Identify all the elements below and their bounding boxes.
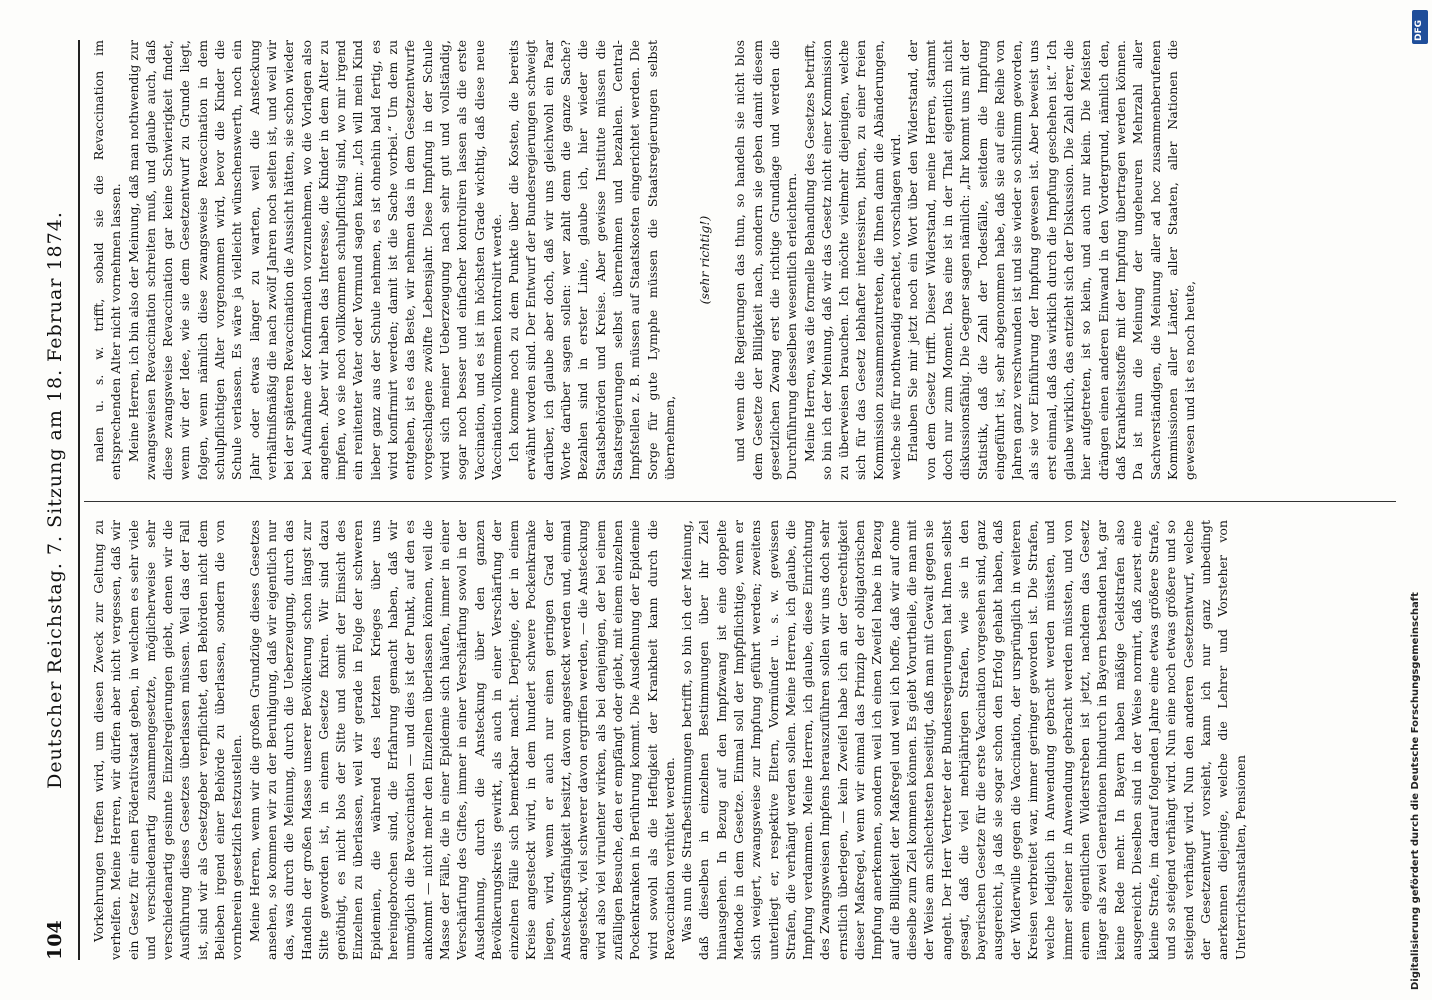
interjection: (sehr richtig!) [697,215,713,305]
page-number: 104 [44,920,66,960]
column-divider [84,501,1396,502]
credit-text: Digitalisierung gefördert durch die Deutsche Forschungsgemeinschaft [1410,592,1421,990]
right-column [90,40,1390,480]
paragraph: Was nun die Strafbestimmungen betrifft, so bin ich der Meinung, daß dieselben in einzelnen Bestimmungen über ihr Ziel hinausgehen. In Bezug auf den Impfzwang ist eine doppelte Methode in dem Gesetze. Einmal soll der Impfpflichtige, wenn er sich weigert, zwangsweise zur Impfung geführt werden; zweitens unterliegt er, respektive Eltern, Vormünder u. s. w. gewissen Strafen, die verhängt werden sollen. Meine Herren, ich glaube, die Impfung verdammen. Meine Herren, ich glaube, diese Einrichtung des Zwangsweisen Impfens herauszuführen sollen wir uns doch sehr ernstlich überlegen, — kein Zweifel habe ich an der Gerechtigkeit dieser Maßregel, wenn wir einmal das Prinzip der obligatorischen Impfung anerkennen, sondern weil ich einen Zweifel habe in Bezug auf die Billigkeit der Maßregel und weil ich hoffe, daß wir auf ohne dieselbe zum Ziel kommen können. Es giebt Vorurtheile, die man mit der Weise am schlechtesten beseitigt, daß man mit Gewalt gegen sie angeht. Der Herr Vertreter der Bundesregierungen hat Ihnen selbst gesagt, daß die viel mehrjährigen Strafen, wie sie in den bayerischen Gesetze für die erste Vaccination vorgesehen sind, ganz ausgereicht, ja daß sie sogar schon den Erfolg gehabt haben, daß der Widerwille gegen die Vaccination, der ursprünglich in weiteren Kreisen verbreitet war, immer geringer geworden ist. Die Strafen, welche lediglich in Anwendung gebracht werden müssten, und immer seltener in Anwendung gebracht werden müssten, und von einem eigentlichen Widerstreben ist jetzt, nachdem das Gesetz länger als zwei Generationen hindurch in Bayern bestanden hat, gar keine Rede mehr. In Bayern haben mäßige Geldstrafen also ausgereicht. Dieselben sind in der Weise normirt, daß zuerst eine kleine Strafe, im darauf folgenden Jahre eine etwas größere Strafe, und so steigend verhängt wird. Nun eine noch etwas größere und so steigend verhängt wird. Nun den anderen Gesetzentwurf, welche der Gesetzentwurf vorsieht, kann ich nur ganz unbedingt anerkennen diejenige, welche die Lehrer und Vorsteher von Unterrichtsanstalten, Pensionen [679,520,1248,960]
paragraph: Meine Herren, ich bin also der Meinung, daß man nothwendig zur zwangsweisen Revaccination schreiten muß, und glaube auch, daß diese zwangsweise Revaccination gar keine Schwierigkeit findet, wenn wir der Idee, wie sie dem Gesetzentwurf zu Grunde liegt, folgen, wenn nämlich diese zwangsweise Revaccination in dem schulpflichtigen Alter vorgenommen wird, bevor die Kinder die Schule verlassen. Es wäre ja vielleicht wünschenswerth, noch ein Jahr oder etwas länger zu warten, weil die Ansteckung verhältnißmäßig die nach zwölf Jahren noch selten ist, und weil wir bei der späteren Revaccination die Aussicht hätten, sie schon wieder bei Aufnahme der Konfirmation vorzunehmen, wo die Vorlagen also angehen. Aber wir haben das Interesse, die Kinder in dem Alter zu impfen, wo sie noch vollkommen schulpflichtig sind, wo mir irgend ein renitenter Vater oder Vormund sagen kann: „Ich will mein Kind lieber ganz aus der Schule nehmen, es ist ohnehin bald fertig, es wird konfirmirt werden; damit ist die Sache vorbei.“ Um dem zu entgehen, ist es das Beste, wir nehmen das in dem Gesetzentwurfe vorgeschlagene zwölfte Lebensjahr. Diese Impfung in der Schule wird sich meiner Ueberzeugung nach sehr gut und vollständig, sogar noch besser und einfacher kontroliren lassen als die erste Vaccination, und es ist im höchsten Grade wichtig, daß diese neue Vaccination vollkommen kontrolirt werde. [125,40,504,480]
paragraph: Meine Herren, was die formelle Behandlung des Gesetzes betrifft, so bin ich der Meinung, daß wir das Gesetz nicht einer Kommission zu überweisen brauchen. Ich möchte vielmehr diejenigen, welche sich für das Gesetz lebhafter interessiren, bitten, zu einer freien Kommission zusammenzutreten, die Ihnen dann die Abänderungen, welche sie für nothwendig erachtet, vorschlagen wird. [801,40,904,480]
left-column [90,520,1390,960]
paragraph: nalen u. s. w. trifft, sobald sie die Revaccination im entsprechenden Alter nicht vornehmen lassen. [91,40,124,480]
paragraph: Erlauben Sie mir jetzt noch ein Wort über den Widerstand, der von dem Gesetz trifft. Dieser Widerstand, meine Herren, stammt doch nur zum Moment. Das eine ist in der That eigentlich nicht diskussionsfähig. Die Gegner sagen nämlich: „Ihr kommt uns mit der Statistik, daß die Zahl der Todesfälle, seitdem die Impfung eingeführt ist, sehr abgenommen habe, daß sie auf eine Reihe von Jahren ganz verschwunden ist und sie wieder so schlimm geworden, als sie vor Einführung der Impfung gewesen ist. Aber beweist uns erst einmal, daß das wirklich durch die Impfung geschehen ist.“ Ich glaube wirklich, das entzieht sich der Diskussion. Die Zahl derer, die hier aufgetreten, ist so klein, und auch nur klein. Die Meisten drängen einen anderen Einwand in den Vordergrund, nämlich den, daß Krankheitsstoffe mit der Impfung übertragen werden können. Da ist nun die Meinung der ungeheuren Mehrzahl aller Sachverständigen, die Meinung aller ad hoc zusammenberufenen Kommissionen aller Länder, aller Staaten, aller Nationen die gewesen und ist es noch heute, [905,40,1198,480]
paragraph: Vorkehrungen treffen wird, um diesen Zweck zur Geltung zu verhelfen. Meine Herren, wir dürfen aber nicht vergessen, daß wir ein Gesetz für einen Föderativstaat geben, in welchem es sehr viele und verschiedenartig zusammengesetzte, möglicherweise sehr verschiedenartig gesinnte Einzelregierungen giebt, denen wir die Ausführung dieses Gesetzes überlassen müssen. Weil das der Fall ist, sind wir als Gesetzgeber verpflichtet, den Behörden nicht dem Belieben irgend einer Behörde zu überlassen, sondern die von vornherein gesetzlich festzustellen. [91,520,245,960]
digitization-credit [1410,30,1430,990]
running-head [40,40,74,960]
header-title: Deutscher Reichstag. 7. Sitzung am 18. Februar 1874. [44,211,66,789]
paragraph: Ich komme noch zu dem Punkte über die Kosten, die bereits erwähnt worden sind. Der Entwurf der Bundesregierungen schweigt darüber, ich glaube aber doch, daß wir uns gleichwohl ein Paar Worte darüber sagen sollen: wer zahlt denn die ganze Sache? Bezahlen sind in erster Linie, glaube ich, hier wieder die Staatsbehörden und Kreise. Aber gewisse Institute müssen die Staatsregierungen selbst übernehmen und bezahlen. Central-Impfstellen z. B. müssen auf Staatskosten eingerichtet werden. Die Sorge für gute Lymphe müssen die Staatsregierungen selbst übernehmen, [506,40,677,480]
paragraph: und wenn die Regierungen das thun, so handeln sie nicht blos dem Gesetze der Billigkeit nach, sondern sie geben damit diesem gesetzlichen Zwang erst die richtige Grundlage und werden die Durchführung desselben wesentlich erleichtern. [732,40,800,480]
dfg-logo-label: DFG [1414,19,1424,41]
paragraph: Meine Herren, wenn wir die großen Grundzüge dieses Gesetzes ansehen, so kommen wir zu der Beruhigung, daß wir eigentlich nur das, was durch die Meinung, durch die Ueberzeugung, durch das Handeln der großen Masse unserer Bevölkerung schon längst zur Sitte geworden ist, in einem Gesetze fixiren. Wir sind dazu genöthigt, es nicht blos der Sitte und somit der Einsicht des Einzelnen zu überlassen, weil wir gerade in Folge der schweren Epidemien, die während des letzten Krieges über uns hereingebrochen sind, die Erfahrung gemacht haben, daß wir unmöglich die Revaccination — und dies ist der Punkt, auf den es ankommt — nicht mehr den Einzelnen überlassen können, weil die Masse der Fälle, die in einer Epidemie sich häufen, immer in einer Verschärfung des Giftes, immer in einer Verschärfung sowol in der Ausdehnung, durch die Ansteckung über den ganzen Bevölkerungskreis gewirkt, als auch in einer Verschärfung der einzelnen Fälle sich bemerkbar macht. Derjenige, der in einem Kreise angesteckt wird, in dem hundert schwere Pockenkranke liegen, wird, wenn er auch nur einen geringen Grad der Ansteckungsfähigkeit besitzt, davon angesteckt werden und, einmal angesteckt, viel schwerer davon ergriffen werden, — die Ansteckung wird also viel virulenter wirken, als bei denjenigen, der bei einem zufälligen Besuche, den er empfängt oder giebt, mit einem einzelnen Pockenkranken in Berührung kommt. Die Ausdehnung der Epidemie wird sowohl als die Heftigkeit der Krankheit kann durch die Revaccination verhütet werden. [246,520,677,960]
header-rule [78,40,80,960]
